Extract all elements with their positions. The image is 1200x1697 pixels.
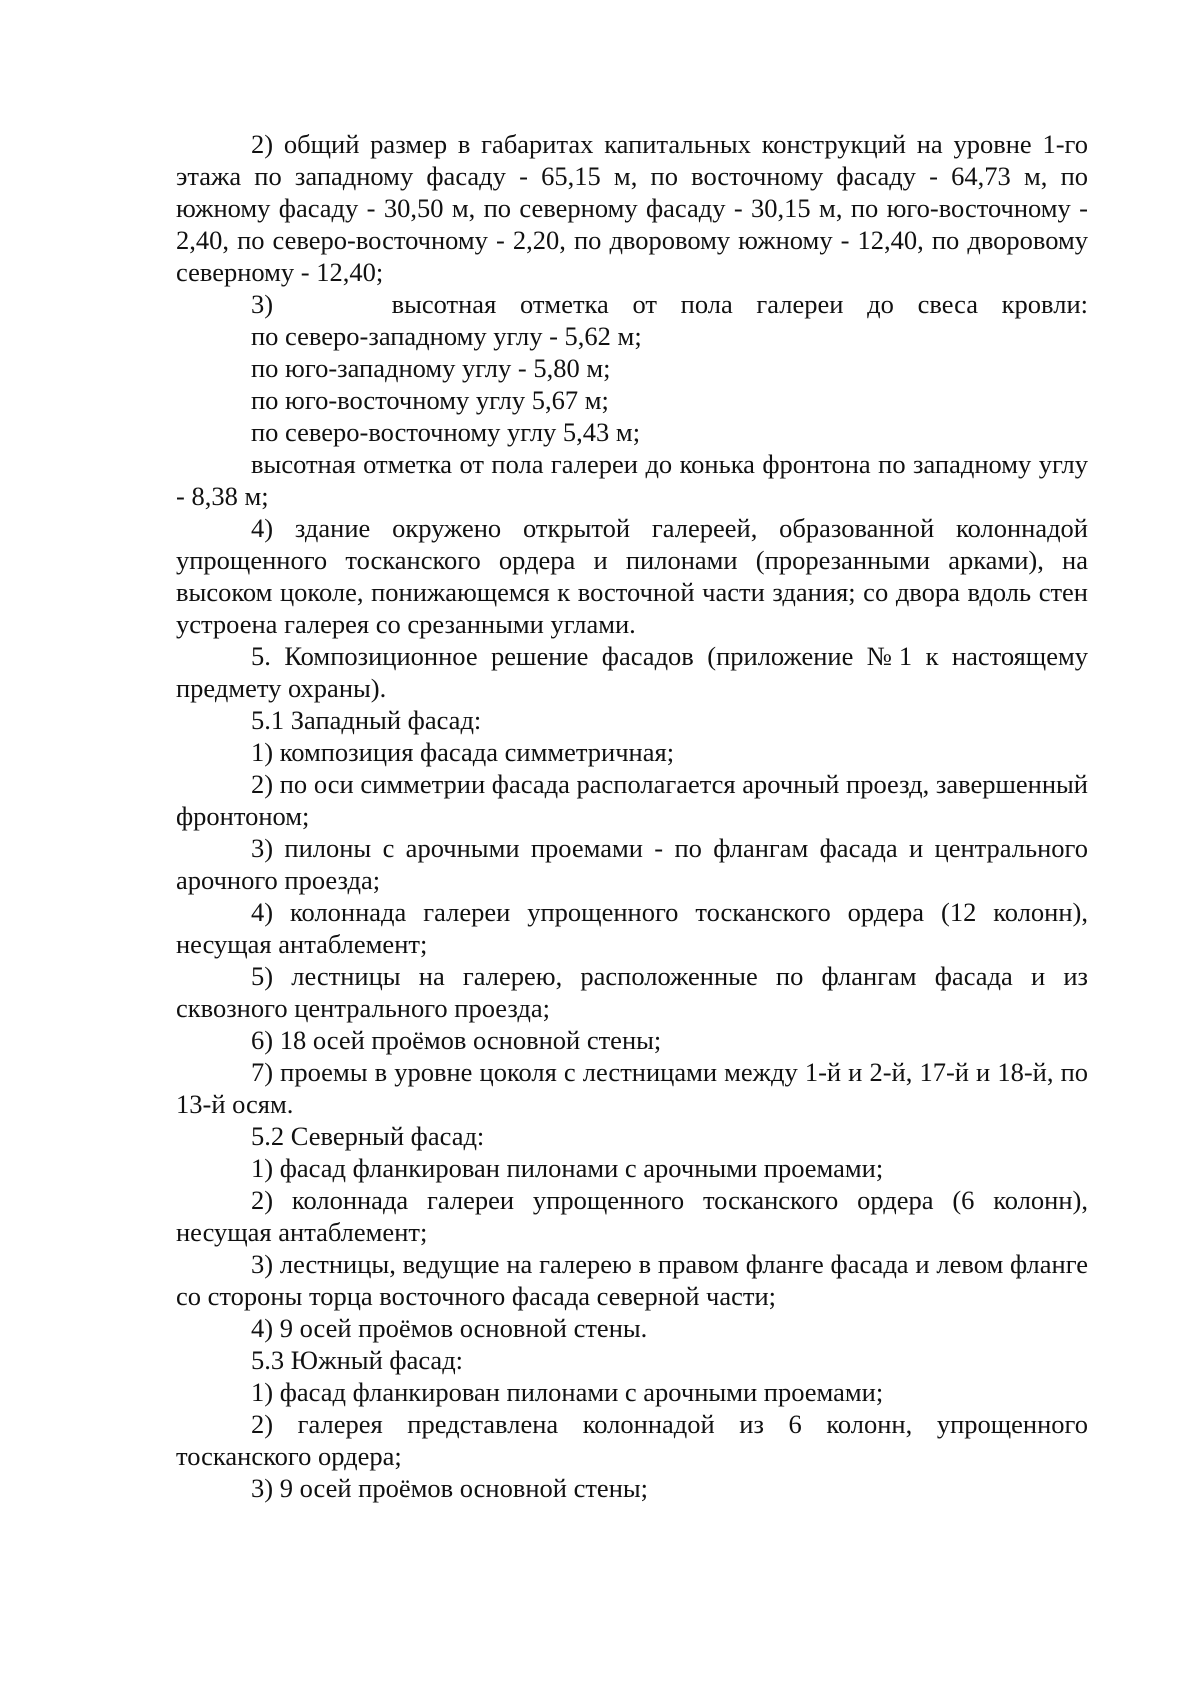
list-item-west-5: 5) лестницы на галерею, расположенные по флангам фасада и из сквозного центрального проезда; xyxy=(176,961,1088,1023)
list-item-west-3: 3) пилоны с арочными проемами - по флангам фасада и центрального арочного проезда; xyxy=(176,833,1088,895)
list-item-west-6: 6) 18 осей проёмов основной стены; xyxy=(251,1025,662,1055)
list-item-west-4: 4) колоннада галереи упрощенного тосканского ордера (12 колонн), несущая антаблемент; xyxy=(176,897,1088,959)
list-item-south-3: 3) 9 осей проёмов основной стены; xyxy=(251,1473,649,1503)
paragraph-nw-corner: по северо-западному углу - 5,62 м; xyxy=(251,321,642,351)
heading-south-facade: 5.3 Южный фасад: xyxy=(251,1345,464,1375)
heading-west-facade: 5.1 Западный фасад: xyxy=(251,705,482,735)
list-item-north-2: 2) колоннада галереи упрощенного тосканского ордера (6 колонн), несущая антаблемент; xyxy=(176,1185,1088,1247)
paragraph-overall-dimensions: 2) общий размер в габаритах капитальных конструкций на уровне 1-го этажа по западному фасаду - 65,15 м, по восточному фасаду - 64,73 м, по южному фасаду - 30,50 м, по северному фасаду - 30,15 м, по юго-восточному - 2,40, по северо-восточному - 2,20, по дворовому южному - 12,40, по дворовому северному - 12,40; xyxy=(176,129,1088,287)
paragraph-pediment-height: высотная отметка от пола галереи до конька фронтона по западному углу - 8,38 м; xyxy=(176,449,1088,511)
paragraph-ne-corner: по северо-восточному углу 5,43 м; xyxy=(251,417,641,447)
paragraph-height-mark-heading: 3) высотная отметка от пола галереи до свеса кровли: xyxy=(251,289,1088,319)
paragraph-se-corner: по юго-восточному углу 5,67 м; xyxy=(251,385,609,415)
paragraph-sw-corner: по юго-западному углу - 5,80 м; xyxy=(251,353,611,383)
list-item-west-2: 2) по оси симметрии фасада располагается арочный проезд, завершенный фронтоном; xyxy=(176,769,1088,831)
list-item-north-1: 1) фасад фланкирован пилонами с арочными проемами; xyxy=(251,1153,884,1183)
list-item-south-2: 2) галерея представлена колоннадой из 6 колонн, упрощенного тосканского ордера; xyxy=(176,1409,1088,1471)
list-item-west-7: 7) проемы в уровне цоколя с лестницами между 1-й и 2-й, 17-й и 18-й, по 13-й осям. xyxy=(176,1057,1088,1119)
list-item-south-1: 1) фасад фланкирован пилонами с арочными проемами; xyxy=(251,1377,884,1407)
document-body xyxy=(176,128,1088,1504)
list-item-north-4: 4) 9 осей проёмов основной стены. xyxy=(251,1313,648,1343)
paragraph-gallery: 4) здание окружено открытой галереей, образованной колоннадой упрощенного тосканского ордера и пилонами (прорезанными арками), на высоком цоколе, понижающемся к восточной части здания; со двора вдоль стен устроена галерея со срезанными углами. xyxy=(176,513,1088,639)
heading-north-facade: 5.2 Северный фасад: xyxy=(251,1121,485,1151)
paragraph-section-5: 5. Композиционное решение фасадов (приложение №1 к настоящему предмету охраны). xyxy=(176,641,1088,703)
list-item-west-1: 1) композиция фасада симметричная; xyxy=(251,737,675,767)
list-item-north-3: 3) лестницы, ведущие на галерею в правом фланге фасада и левом фланге со стороны торца восточного фасада северной части; xyxy=(176,1249,1088,1311)
